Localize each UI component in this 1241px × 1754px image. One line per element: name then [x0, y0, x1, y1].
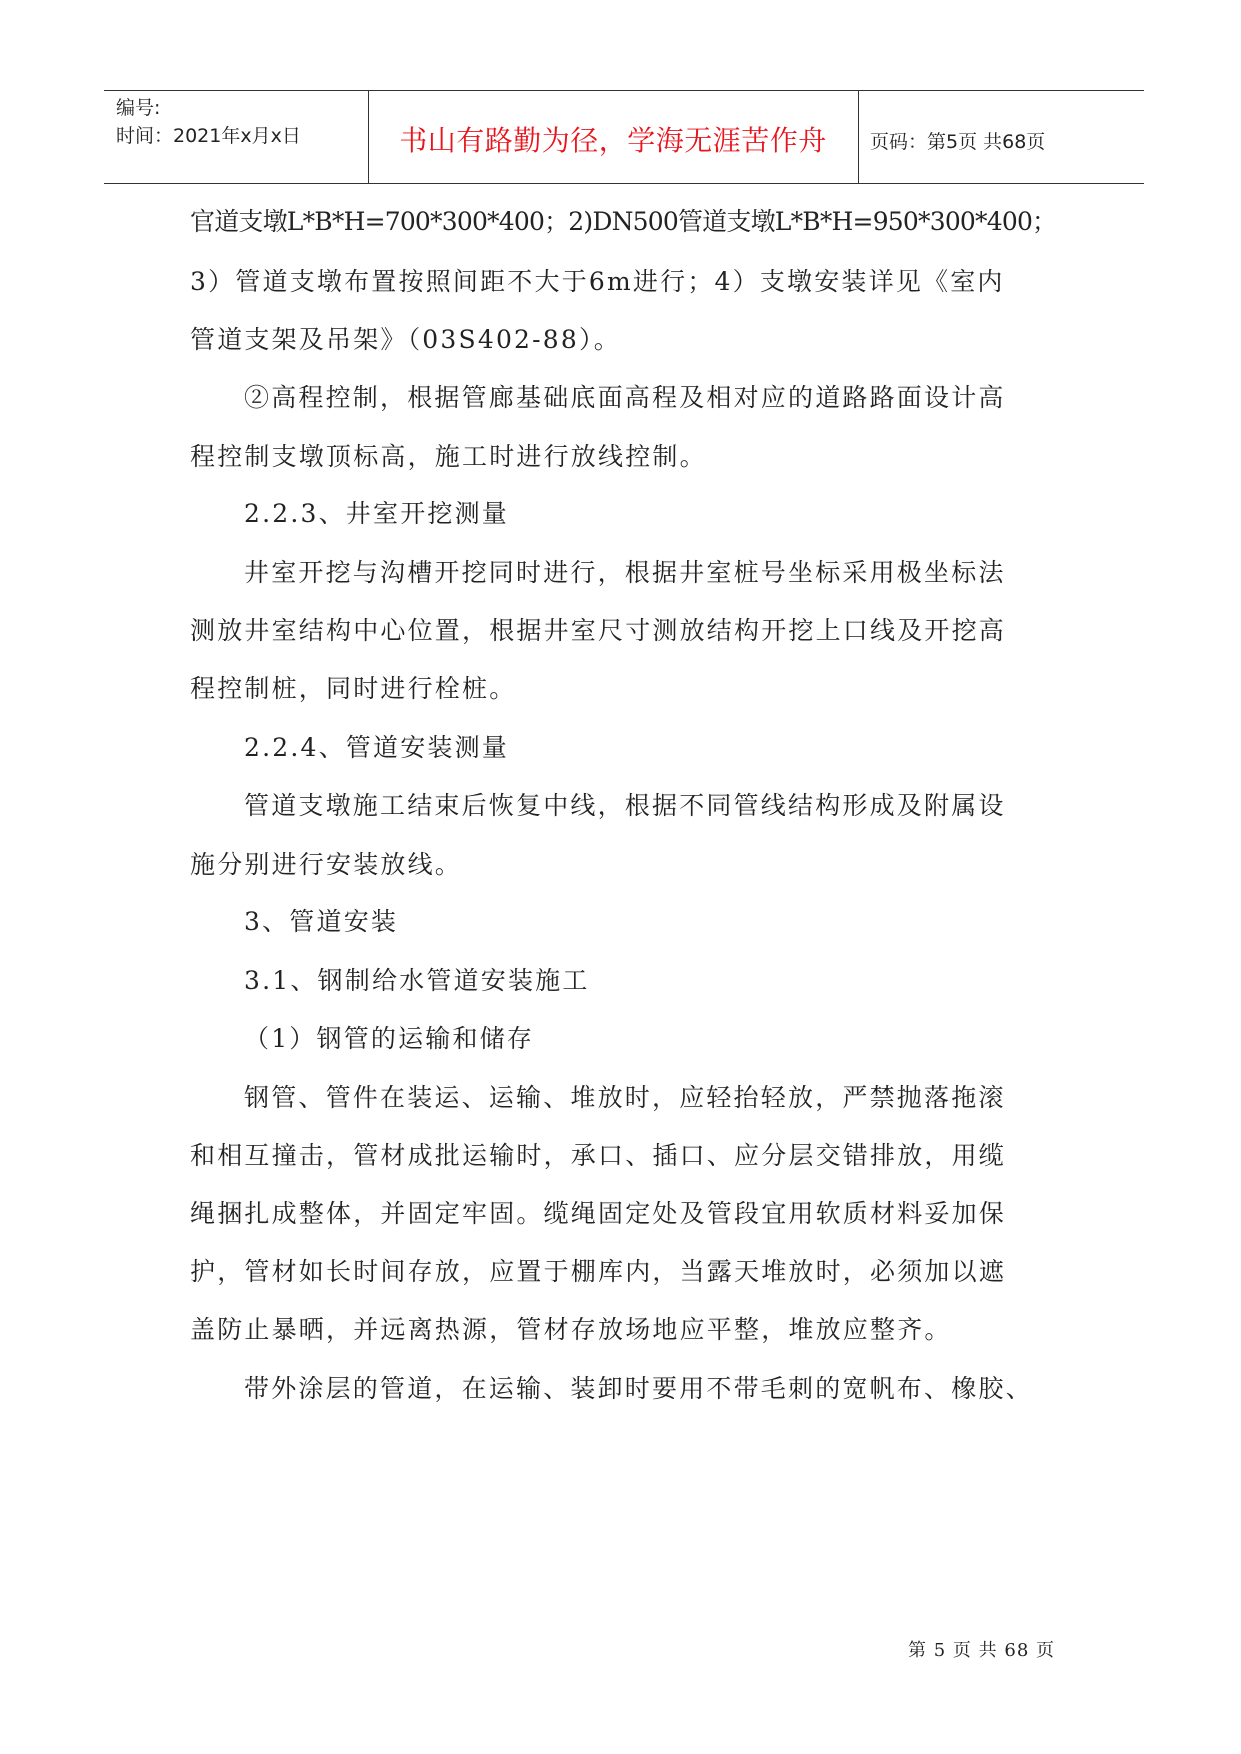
page-footer: 第 5 页 共 68 页 — [908, 1640, 1055, 1661]
body-line: 程控制桩，同时进行栓桩。 — [190, 674, 517, 703]
section-heading: 3.1、钢制给水管道安装施工 — [244, 966, 590, 995]
body-line: 盖防止暴晒，并远离热源，管材存放场地应平整，堆放应整齐。 — [190, 1315, 952, 1344]
section-heading: （1）钢管的运输和储存 — [244, 1024, 535, 1053]
body-line: 钢管、管件在装运、运输、堆放时，应轻抬轻放，严禁抛落拖滚 — [244, 1083, 1006, 1112]
section-heading: 2.2.4、管道安装测量 — [244, 733, 510, 762]
header-meta — [104, 91, 369, 183]
body-line: 绳捆扎成整体，并固定牢固。缆绳固定处及管段宜用软质材料妥加保 — [190, 1199, 1007, 1228]
body-line: 官道支墩L*B*H=700*300*400；2)DN500管道支墩L*B*H=950*300*400； — [190, 207, 1057, 236]
header-page-cell — [858, 91, 1144, 183]
page-header — [104, 90, 1144, 184]
body-line: 施分别进行安装放线。 — [190, 850, 463, 879]
document-number-label: 编号: — [116, 97, 161, 119]
document-date: 时间：2021年x月x日 — [116, 125, 301, 147]
body-line: 带外涂层的管道，在运输、装卸时要用不带毛刺的宽帆布、橡胶、 — [244, 1374, 1033, 1403]
header-motto: 书山有路勤为径，学海无涯苦作舟 — [399, 124, 827, 157]
body-line: 管道支架及吊架》（03S402-88）。 — [190, 325, 621, 354]
body-line: 和相互撞击，管材成批运输时，承口、插口、应分层交错排放，用缆 — [190, 1141, 1007, 1170]
header-motto-cell — [368, 91, 859, 183]
body-line: 护，管材如长时间存放，应置于棚库内，当露天堆放时，必须加以遮 — [190, 1257, 1007, 1286]
header-page-number: 页码：第5页 共68页 — [870, 131, 1046, 153]
body-line: 测放井室结构中心位置，根据井室尺寸测放结构开挖上口线及开挖高 — [190, 616, 1007, 645]
section-heading: 3、管道安装 — [244, 907, 399, 936]
body-line: 3）管道支墩布置按照间距不大于6m进行；4）支墩安装详见《室内 — [190, 267, 1005, 296]
body-line: 井室开挖与沟槽开挖同时进行，根据井室桩号坐标采用极坐标法 — [244, 558, 1006, 587]
body-line: 程控制支墩顶标高，施工时进行放线控制。 — [190, 442, 707, 471]
section-heading: 2.2.3、井室开挖测量 — [244, 499, 510, 528]
body-line: ②高程控制，根据管廊基础底面高程及相对应的道路路面设计高 — [244, 383, 1006, 412]
body-line: 管道支墩施工结束后恢复中线，根据不同管线结构形成及附属设 — [244, 791, 1006, 820]
